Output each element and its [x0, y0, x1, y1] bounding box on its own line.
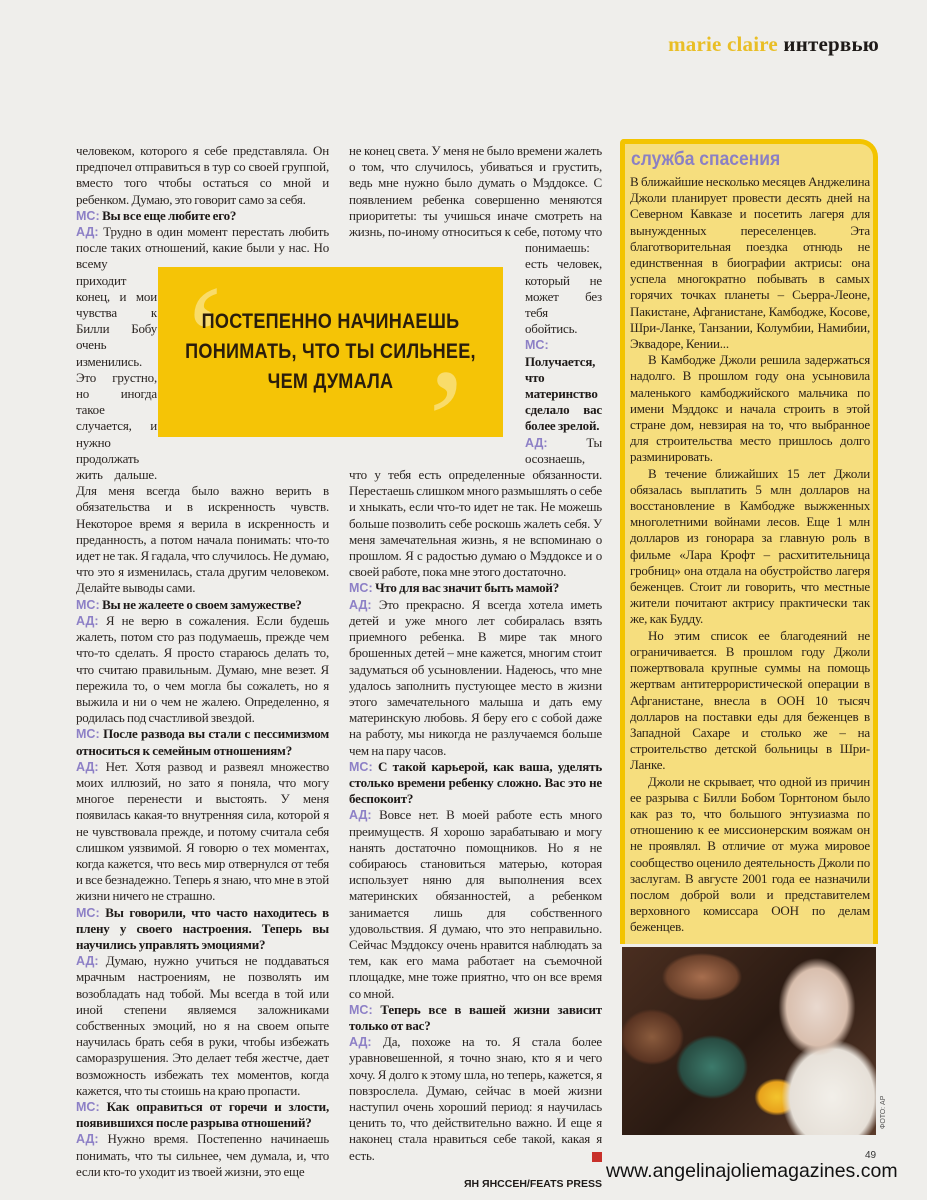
- interview-question: [76, 905, 329, 954]
- paragraph-text: Теперь все в вашей жизни зависит только от вас?: [349, 1001, 602, 1033]
- photo-credit: ФОТО: AP: [880, 1095, 887, 1129]
- paragraph-text: Получается, что материнство сделало вас более зрелой.: [525, 353, 602, 434]
- paragraph-text: человеком, которого я себе представляла. Он предпочел отправиться в тур со своей группой, вместо того чтобы остаться со мной и ребенком. Думаю, это говорит само за себя.: [76, 143, 329, 207]
- interviewer-label: МС:: [349, 1002, 373, 1017]
- interview-answer: [349, 597, 602, 759]
- sidebar-paragraph: В ближайшие несколько месяцев Анджелина Джоли планирует провести десять дней на Северном Кавказе и посетить лагеря для вынужденных переселенцев. Эта благотворительная поездка отнюдь не единственная в биографии актрисы: она успела многократно побывать в самых горячих точках планеты – Сьерра-Леоне, Пакистане, Афганистане, Камбодже, Косове, Шри-Ланке, Танзании, Колумбии, Намибии, Эквадоре, Кении...: [630, 174, 870, 352]
- article-paragraph: [76, 143, 329, 208]
- author-credit: ЯН ЯНССЕН/FEATS PRESS: [464, 1177, 602, 1190]
- interviewer-label: МС:: [349, 581, 373, 596]
- close-quote-mark: ’: [421, 339, 471, 437]
- page-number: 49: [865, 1150, 877, 1161]
- interviewer-label: МС:: [349, 759, 373, 774]
- paragraph-text: Нужно время. Постепенно начинаешь понимать, что ты сильнее, чем думала, и, что если кто-то уходит из твоей жизни, это еще: [76, 1131, 330, 1179]
- paragraph-text: Я не верю в сожаления. Если будешь жалеть, потом сто раз подумаешь, прежде чем что-то сделать. Я просто стараюсь делать то, что считаю правильным. Думаю, мне везет. Я пережила то, о чем могла бы сожалеть, но я выжила и ни о чем не жалею. Определенно, я родилась под счастливой звездой.: [76, 612, 329, 726]
- interviewer-label: МС:: [76, 905, 100, 920]
- interview-question: [76, 597, 329, 613]
- sidebar-photo: [622, 947, 876, 1135]
- interviewer-label: МС:: [76, 1099, 100, 1114]
- paragraph-text: Трудно в один момент перестать любить после таких отношений, какие были у нас. Но всему приходит конец, и мои чувства к Билли Бобу очень изменились. Это грустно, но иногда такое случается, и нужно продолжать жить дальше. Для меня всегда было важно верить в обязательства и в искренность чувств. Некоторое время я верила в искренность и преданность, а потом начала понимать: что-то идет не так. Я гадала, что случилось. Не думаю, что это я изменилась, стала другим человеком. Делайте выводы сами.: [76, 224, 330, 596]
- paragraph-text: не конец света. У меня не было времени жалеть о том, что случилось, убиваться и грустить, ведь мне нужно было думать о Мэддоксе. С появлением ребенка совершенно меняются приоритеты: ты учишься иначе смотреть на жизнь, по-иному относиться к себе, потому что понимаешь: есть человек, который не может без тебя обойтись.: [349, 143, 602, 337]
- sidebar-paragraph: В Камбодже Джоли решила задержаться надолго. В прошлом году она усыновила маленького камбоджийского мальчика по имени Мэддокс и начала строить в этой стране дом, невзирая на то, что выбранное для строительства место пришлось долго разминировать.: [630, 352, 870, 465]
- interviewee-label: АД:: [76, 759, 99, 774]
- section-title: интервью: [783, 32, 879, 56]
- sidebar-paragraph: Но этим список ее благодеяний не ограничивается. В прошлом году Джоли пожертвовала крупные суммы на помощь жертвам антитеррористической операции в Афганистане, внесла в ООН 10 тысяч долларов на поставки еды для беженцев в Западной Сахаре и столько же – на строительство детской больницы в Шри-Ланке.: [630, 627, 870, 773]
- pull-quote-text: ПОСТЕПЕННО НАЧИНАЕШЬ ПОНИМАТЬ, ЧТО ТЫ СИЛЬНЕЕ, ЧЕМ ДУМАЛА: [185, 310, 476, 393]
- interview-question: [76, 208, 329, 224]
- interviewee-label: АД:: [76, 613, 99, 628]
- page-header: [668, 32, 879, 57]
- pull-quote: [158, 267, 503, 437]
- paragraph-text: Вовсе нет. В моей работе есть много преимуществ. Я хорошо зарабатываю и могу нанять достаточно помощников. Но я не собираюсь становиться матерью, которая использует няню для выполнения всех материнских обязанностей, а ребенком занимается лишь для собственного удовольствия. Я думаю, что это неправильно. Сейчас Мэддоксу очень нравится наблюдать за тем, как его мама работает на съемочной площадке, мне тоже приятно, что он все время со мной.: [349, 807, 602, 1001]
- interview-question: [76, 1099, 329, 1131]
- sidebar-box: [620, 139, 878, 944]
- paragraph-text: После развода вы стали с пессимизмом относиться к семейным отношениям?: [76, 726, 329, 758]
- sidebar-body: [630, 174, 870, 936]
- interview-answer: [349, 435, 602, 581]
- interviewee-label: АД:: [76, 1132, 99, 1147]
- paragraph-text: Что для вас значит быть мамой?: [375, 580, 560, 596]
- interview-answer: [349, 807, 602, 1001]
- interview-answer: [76, 613, 329, 726]
- open-quote-mark: ‘: [180, 267, 230, 421]
- interviewee-label: АД:: [349, 597, 372, 612]
- interview-question: [349, 759, 602, 808]
- paragraph-text: Нет. Хотя развод и развеял множество моих иллюзий, но зато я поняла, что могу многое перенести и выстоять. У меня появилась какая-то внутренняя сила, которой я не чувствовала прежде, и потому считала себя слишком уязвимой. Я говорю о тех моментах, когда кажется, что весь мир отвернулся от тебя и все безнадежно. Теперь я знаю, что мне в этой жизни ничего не страшно.: [76, 758, 330, 904]
- interview-question: [349, 1002, 602, 1034]
- interviewer-label: МС:: [76, 727, 100, 742]
- interview-answer: [349, 1034, 602, 1164]
- paragraph-text: Ты осознаешь, что у тебя есть определенные обязанности. Перестаешь слишком много размышлять о себе и хныкать, если что-то идет не так. Не можешь больше позволить себе роскошь жалеть себя. У меня замечательная жизнь, я не вспоминаю о прошлом. Я с радостью думаю о Мэддоксе и о своей работе, пока мне этого достаточно.: [349, 434, 602, 580]
- interviewee-label: АД:: [525, 435, 548, 450]
- interviewer-label: МС:: [76, 208, 100, 223]
- sidebar-paragraph: Джоли не скрывает, что одной из причин ее разрыва с Билли Бобом Торнтоном было как раз то, что большого энтузиазма по отношению к ее миссионерским вояжам он не проявлял. В отличие от мужа мировое сообщество оценило деятельность Джоли по заслугам. В августе 2001 года ее назначили послом доброй воли и представителем верховного комиссара ООН по делам беженцев.: [630, 773, 870, 935]
- interview-question: [76, 726, 329, 758]
- interviewee-label: АД:: [349, 808, 372, 823]
- sidebar-paragraph: В течение ближайших 15 лет Джоли обязалась выплатить 5 млн долларов на восстановление в Камбодже выжженных многолетними войнами лесов. Еще 1 млн долларов из гонорара за главную роль в фильме «Лара Крофт – расхитительница гробниц» она отдала на обустройство лагеря беженцев. Стоит ли говорить, что местные жители почитают актрису практически так же, как Будду.: [630, 465, 870, 627]
- interview-answer: [76, 953, 329, 1099]
- interview-answer: [76, 759, 329, 905]
- sidebar: [620, 139, 887, 1135]
- interview-question: [349, 580, 602, 596]
- magazine-brand: marie claire: [668, 32, 778, 56]
- paragraph-text: Думаю, нужно учиться не поддаваться мрачным настроениям, не позволять им возобладать над тобой. Мы всегда в той или иной степени являемся заложниками собственных эмоций, но я на своем опыте научилась брать себя в руки, чтобы избежать саморазрушения. Это делает тебя жестче, дает возможность избежать тех моментов, когда кажется, что ты стоишь на краю пропасти.: [76, 953, 329, 1098]
- interviewer-label: МС:: [525, 338, 549, 353]
- interviewee-label: АД:: [76, 225, 99, 240]
- sidebar-title: служба спасения: [631, 149, 781, 170]
- interview-answer: [76, 1131, 329, 1180]
- paragraph-text: Вы не жалеете о своем замужестве?: [102, 596, 302, 612]
- paragraph-text: С такой карьерой, как ваша, уделять столько времени ребенку сложно. Вас это не беспокоит?: [349, 758, 603, 807]
- interviewee-label: АД:: [76, 954, 99, 969]
- paragraph-text: Это прекрасно. Я всегда хотела иметь детей и уже много лет собиралась взять приемного ребенка. В мире так много брошенных детей – мне кажется, многим стоит задуматься об усыновлении. Надеюсь, что мне удалось заполнить пустующее место в жизни этого замечательного малыша и дать ему материнскую любовь. Я беру его с собой даже на работу, мы никогда не разлучаемся больше чем на пару часов.: [349, 596, 602, 758]
- end-of-article-mark: [592, 1152, 602, 1162]
- sidebar-photo-frame: [622, 947, 887, 1135]
- paragraph-text: Да, похоже на то. Я стала более уравновешенной, я точно знаю, кто я и чего хочу. Я долго к этому шла, но теперь, кажется, я повзрослела. Думаю, сейчас в моей жизни наступил очень хороший период: я научилась ценить то, что действительно важно. И еще я наконец стала нравиться себе такой, какая я есть.: [349, 1034, 602, 1163]
- paragraph-text: Как оправиться от горечи и злости, появившихся после разрыва отношений?: [76, 1098, 330, 1131]
- paragraph-text: Вы все еще любите его?: [102, 207, 237, 223]
- paragraph-text: Вы говорили, что часто находитесь в плену у своего настроения. Теперь вы научились управлять эмоциями?: [76, 904, 329, 952]
- interviewer-label: МС:: [76, 597, 100, 612]
- watermark: www.angelinajoliemagazines.com: [606, 1160, 898, 1182]
- interviewee-label: АД:: [349, 1035, 372, 1050]
